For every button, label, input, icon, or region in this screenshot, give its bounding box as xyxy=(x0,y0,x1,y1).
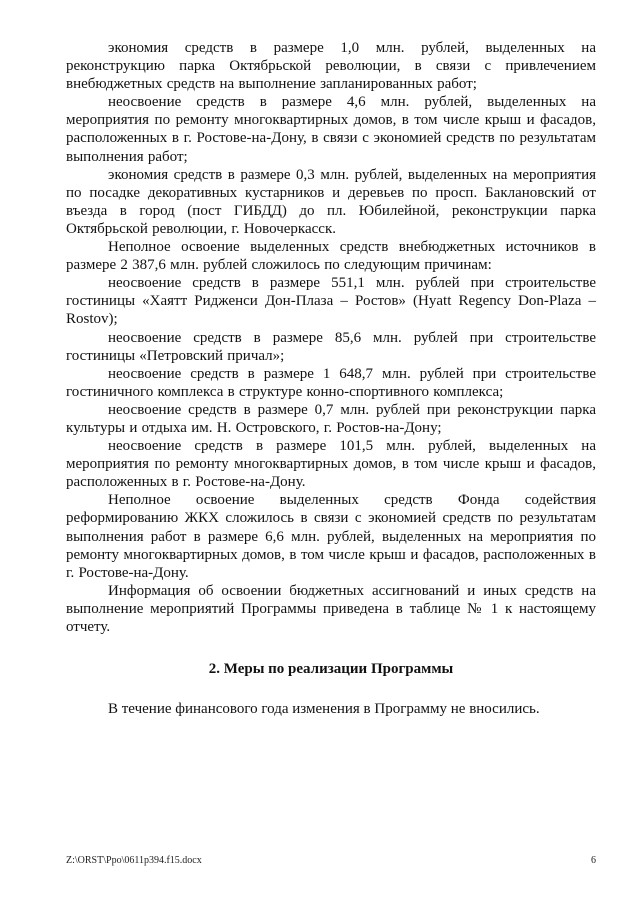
paragraph-5: неосвоение средств в размере 551,1 млн. рублей при строительстве гостиницы «Хаятт Ридженси Дон-Плаза – Ростов» (Hyatt Regency Don-Plaza – Rostov); xyxy=(66,275,596,328)
paragraph-4: Неполное освоение выделенных средств внебюджетных источников в размере 2 387,6 млн. рублей сложилось по следующим причинам: xyxy=(66,239,596,274)
section-heading: 2. Меры по реализации Программы xyxy=(208,661,454,678)
paragraph-10: Неполное освоение выделенных средств Фонда содействия реформированию ЖКХ сложилось в связи с экономией средств по результатам выполнения работ в размере 6,6 млн. рублей, выделенных на мероприятия по ремонту многоквартирных домов, в том числе крыш и фасадов, расположенных в г. Ростове-на-Дону. xyxy=(66,492,596,581)
footer-file-path: Z:\ORST\Ppo\0611p394.f15.docx xyxy=(66,855,202,866)
section-text: В течение финансового года изменения в Программу не вносились. xyxy=(108,701,540,718)
paragraph-1: экономия средств в размере 1,0 млн. рублей, выделенных на реконструкцию парка Октябрьской революции, в связи с привлечением внебюджетных средств на выполнение запланированных работ; xyxy=(66,40,596,93)
footer-page-number: 6 xyxy=(591,855,596,866)
paragraph-2: неосвоение средств в размере 4,6 млн. рублей, выделенных на мероприятия по ремонту многоквартирных домов, в том числе крыш и фасадов, расположенных в г. Ростове-на-Дону, в связи с экономией средств по результатам выполнения работ; xyxy=(66,94,596,165)
paragraph-7: неосвоение средств в размере 1 648,7 млн. рублей при строительстве гостиничного комплекса в структуре конно-спортивного комплекса; xyxy=(66,365,596,400)
paragraph-9: неосвоение средств в размере 101,5 млн. рублей, выделенных на мероприятия по ремонту многоквартирных домов, в том числе крыш и фасадов, расположенных в г. Ростове-на-Дону. xyxy=(66,438,596,491)
paragraph-11: Информация об освоении бюджетных ассигнований и иных средств на выполнение мероприятий Программы приведена в таблице № 1 к настоящему отчету. xyxy=(66,582,596,635)
paragraph-6: неосвоение средств в размере 85,6 млн. рублей при строительстве гостиницы «Петровский причал»; xyxy=(66,329,596,364)
document-body xyxy=(66,39,596,718)
paragraph-3: экономия средств в размере 0,3 млн. рублей, выделенных на мероприятия по посадке декоративных кустарников и деревьев по просп. Баклановский от въезда в город (пост ГИБДД) до пл. Юбилейной, реконструкции парка Октябрьской революции, г. Новочеркасск. xyxy=(66,166,596,237)
paragraph-8: неосвоение средств в размере 0,7 млн. рублей при реконструкции парка культуры и отдыха им. Н. Островского, г. Ростов-на-Дону; xyxy=(66,401,596,436)
